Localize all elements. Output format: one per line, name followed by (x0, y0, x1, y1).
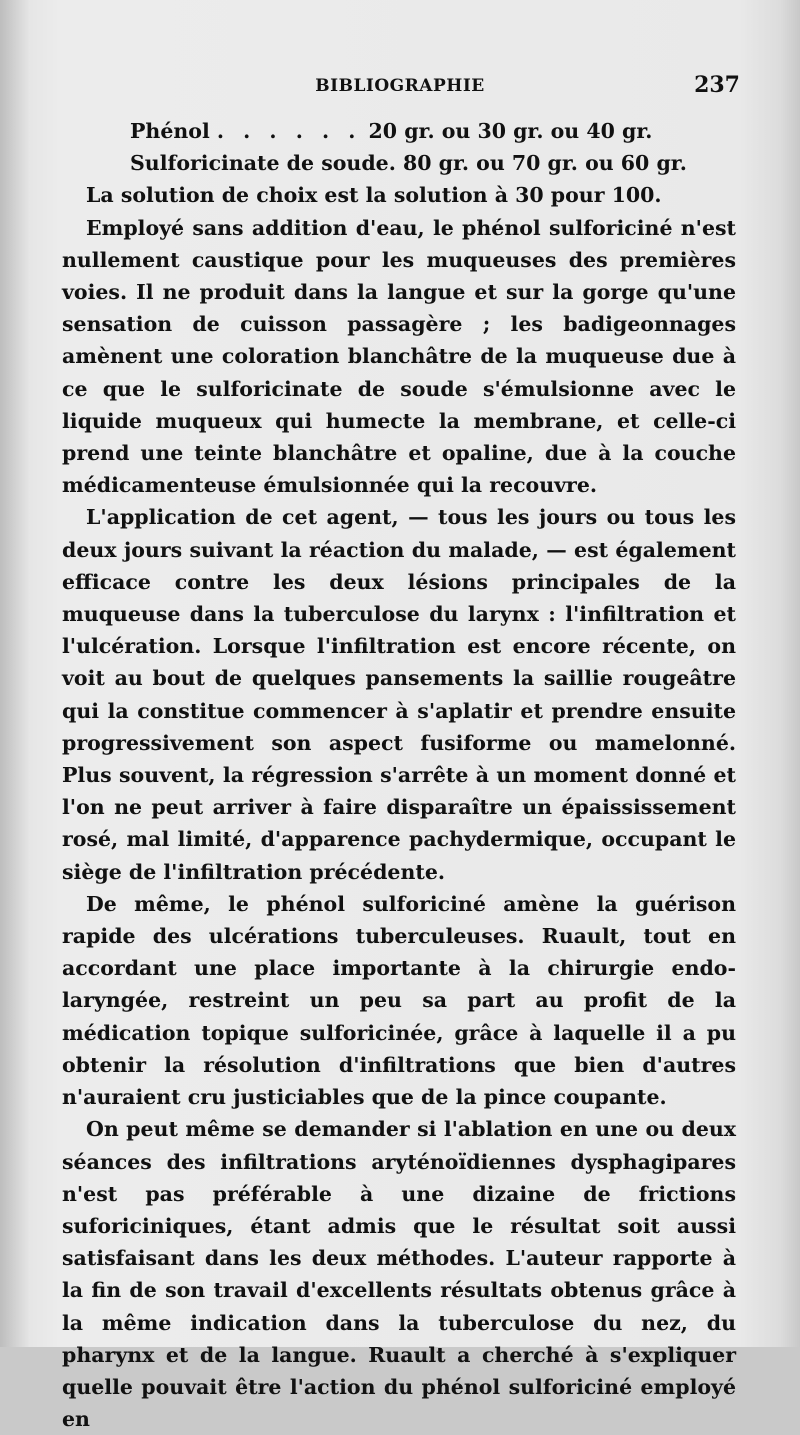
paragraph: La solution de choix est la solution à 30 pour 100. (86, 183, 662, 208)
formula-line (130, 115, 736, 147)
formula-line (130, 147, 736, 179)
body-text (62, 115, 736, 1435)
formula-amount: 80 gr. ou 70 gr. ou 60 gr. (402, 151, 687, 176)
paragraph: Employé sans addition d'eau, le phénol sulforiciné n'est nullement caustique pour les muqueuses des premières voies. Il ne produit dans la langue et sur la gorge qu'une sensation de cuisson passagère ; les badigeonnages amènent une coloration blanchâtre de la muqueuse due à ce que le sulforicinate de soude s'émulsionne avec le liquide muqueux qui humecte la membrane, et celle-ci prend une teinte blanchâtre et opaline, due à la couche médicamenteuse émulsionnée qui la recouvre. (62, 215, 736, 498)
paragraph: De même, le phénol sulforiciné amène la guérison rapide des ulcérations tuberculeuses. Ruault, tout en accordant une place importante à la chirurgie endo-laryngée, restreint un peu sa part au profit de la médication topique sulforicinée, grâce à laquelle il a pu obtenir la résolution d'infiltrations que bien d'autres n'auraient cru justiciables que de la pince coupante. (62, 891, 736, 1110)
paragraph: L'application de cet agent, — tous les jours ou tous les deux jours suivant la réaction du malade, — est également efficace contre les deux lésions principales de la muqueuse dans la tuberculose du larynx : l'infiltration et l'ulcération. Lorsque l'infiltration est encore récente, on voit au bout de quelques pansements la saillie rougeâtre qui la constitue commencer à s'aplatir et prendre ensuite progressivement son aspect fusiforme ou mamelonné. Plus souvent, la régression s'arrête à un moment donné et l'on ne peut arriver à faire disparaître un épaississement rosé, mal limité, d'apparence pachydermique, occupant le siège de l'infiltration précédente. (62, 505, 736, 884)
paragraph: On peut même se demander si l'ablation en une ou deux séances des infiltrations aryténoïdiennes dysphagipares n'est pas préférable à une dizaine de frictions suforiciniques, étant admis que le résultat soit aussi satisfaisant dans les deux méthodes. L'auteur rapporte à la fin de son travail d'excellents résultats obtenus grâce à la même indication dans la tuberculose du nez, du pharynx et de la langue. Ruault a cherché à s'expliquer quelle pouvait être l'action du phénol sulforiciné employé en (62, 1117, 736, 1432)
formula-ingredient: Sulforicinate de soude. (130, 151, 396, 176)
page-number: 237 (694, 72, 740, 98)
formula-leader-dots: . . . . . . (216, 119, 362, 143)
page-header (60, 72, 740, 106)
formula-ingredient: Phénol (130, 119, 210, 143)
running-title: BIBLIOGRAPHIE (315, 76, 485, 96)
formula-amount: 20 gr. ou 30 gr. ou 40 gr. (368, 119, 653, 143)
